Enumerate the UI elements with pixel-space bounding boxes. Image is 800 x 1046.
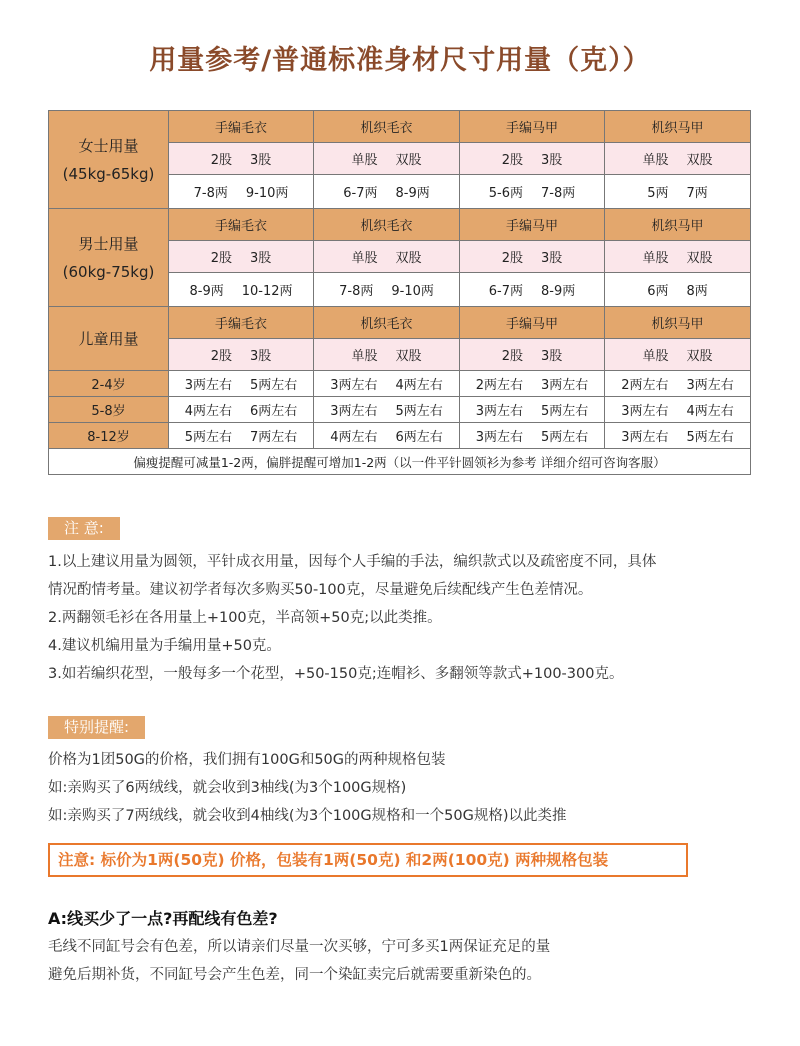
notice-line: 4.建议机编用量为手编用量+50克。 — [48, 638, 281, 654]
men-weight-cell: 8-9两 10-12两 — [169, 273, 314, 307]
women-weight-cell: 6-7两 8-9两 — [314, 175, 460, 209]
men-weight-cell: 6两 8两 — [605, 273, 751, 307]
special-line: 如:亲购买了6两绒线，就会收到3柚线(为3个100G规格) — [48, 780, 407, 796]
age-value-cell: 3两左右 4两左右 — [605, 397, 751, 423]
age-value-cell: 4两左右 6两左右 — [169, 397, 314, 423]
qa-text — [48, 933, 758, 989]
men-header-cell: 手编毛衣 — [169, 209, 314, 241]
age-value-cell: 4两左右 6两左右 — [314, 423, 460, 449]
age-value-cell: 2两左右 3两左右 — [460, 371, 605, 397]
women-ply-cell: 单股 双股 — [605, 143, 751, 175]
qa-line: 避免后期补货，不同缸号会产生色差，同一个染缸卖完后就需要重新染色的。 — [48, 967, 541, 983]
age-value-cell: 3两左右 5两左右 — [460, 423, 605, 449]
age-value-cell: 5两左右 7两左右 — [169, 423, 314, 449]
men-ply-cell: 2股 3股 — [169, 241, 314, 273]
men-label-range: (60kg-75kg) — [62, 262, 155, 281]
children-header-cell: 机织毛衣 — [314, 307, 460, 339]
children-ply-cell: 单股 双股 — [314, 339, 460, 371]
age-value-cell: 2两左右 3两左右 — [605, 371, 751, 397]
men-header-cell: 机织毛衣 — [314, 209, 460, 241]
notice-tag: 注 意: — [48, 517, 120, 540]
children-header-cell: 手编马甲 — [460, 307, 605, 339]
men-ply-cell: 2股 3股 — [460, 241, 605, 273]
women-ply-cell: 单股 双股 — [314, 143, 460, 175]
special-tag: 特别提醒: — [48, 716, 145, 739]
children-label: 儿童用量 — [49, 307, 169, 371]
men-weight-cell: 6-7两 8-9两 — [460, 273, 605, 307]
men-label — [49, 209, 169, 307]
women-header-cell: 手编马甲 — [460, 111, 605, 143]
usage-table — [48, 110, 751, 475]
women-header-cell: 手编毛衣 — [169, 111, 314, 143]
women-label-range: (45kg-65kg) — [62, 164, 155, 183]
age-label: 2-4岁 — [49, 371, 169, 397]
children-ply-cell: 单股 双股 — [605, 339, 751, 371]
table-footnote: 偏瘦提醒可减量1-2两，偏胖提醒可增加1-2两（以一件平针圆领衫为参考 详细介绍可咨询客服） — [49, 449, 751, 475]
special-line: 如:亲购买了7两绒线，就会收到4柚线(为3个100G规格和一个50G规格)以此类推 — [48, 808, 567, 824]
qa-title: A:线买少了一点?再配线有色差? — [48, 909, 278, 928]
age-value-cell: 3两左右 5两左右 — [460, 397, 605, 423]
notice-line: 1.以上建议用量为圆领，平针成衣用量，因每个人手编的手法，编织款式以及疏密度不同，具体 — [48, 554, 657, 570]
men-weight-cell: 7-8两 9-10两 — [314, 273, 460, 307]
men-ply-cell: 单股 双股 — [314, 241, 460, 273]
women-ply-cell: 2股 3股 — [169, 143, 314, 175]
women-header-cell: 机织马甲 — [605, 111, 751, 143]
women-weight-cell: 5-6两 7-8两 — [460, 175, 605, 209]
notice-text — [48, 548, 758, 688]
men-ply-cell: 单股 双股 — [605, 241, 751, 273]
children-ply-cell: 2股 3股 — [460, 339, 605, 371]
women-ply-cell: 2股 3股 — [460, 143, 605, 175]
men-header-cell: 手编马甲 — [460, 209, 605, 241]
women-header-cell: 机织毛衣 — [314, 111, 460, 143]
page-title: 用量参考/普通标准身材尺寸用量（克）） — [149, 45, 651, 76]
men-header-cell: 机织马甲 — [605, 209, 751, 241]
special-text — [48, 746, 758, 830]
qa-line: 毛线不同缸号会有色差，所以请亲们尽量一次买够，宁可多买1两保证充足的量 — [48, 939, 551, 955]
age-value-cell: 3两左右 5两左右 — [169, 371, 314, 397]
age-label: 5-8岁 — [49, 397, 169, 423]
women-weight-cell: 7-8两 9-10两 — [169, 175, 314, 209]
special-line: 价格为1团50G的价格，我们拥有100G和50G的两种规格包装 — [48, 752, 446, 768]
women-label — [49, 111, 169, 209]
children-header-cell: 手编毛衣 — [169, 307, 314, 339]
children-header-cell: 机织马甲 — [605, 307, 751, 339]
children-ply-cell: 2股 3股 — [169, 339, 314, 371]
age-label: 8-12岁 — [49, 423, 169, 449]
women-label-title: 女士用量 — [78, 136, 139, 155]
age-value-cell: 3两左右 5两左右 — [314, 397, 460, 423]
price-alert-box: 注意: 标价为1两(50克) 价格，包装有1两(50克) 和2两(100克) 两种规格包装 — [48, 843, 688, 877]
age-value-cell: 3两左右 5两左右 — [605, 423, 751, 449]
women-weight-cell: 5两 7两 — [605, 175, 751, 209]
men-label-title: 男士用量 — [78, 234, 139, 253]
notice-line: 3.如若编织花型，一般每多一个花型，+50-150克;连帽衫、多翻领等款式+100-300克。 — [48, 666, 624, 682]
age-value-cell: 3两左右 4两左右 — [314, 371, 460, 397]
notice-line: 2.两翻领毛衫在各用量上+100克，半高领+50克;以此类推。 — [48, 610, 442, 626]
notice-line: 情况酌情考量。建议初学者每次多购买50-100克，尽量避免后续配线产生色差情况。 — [48, 582, 593, 598]
